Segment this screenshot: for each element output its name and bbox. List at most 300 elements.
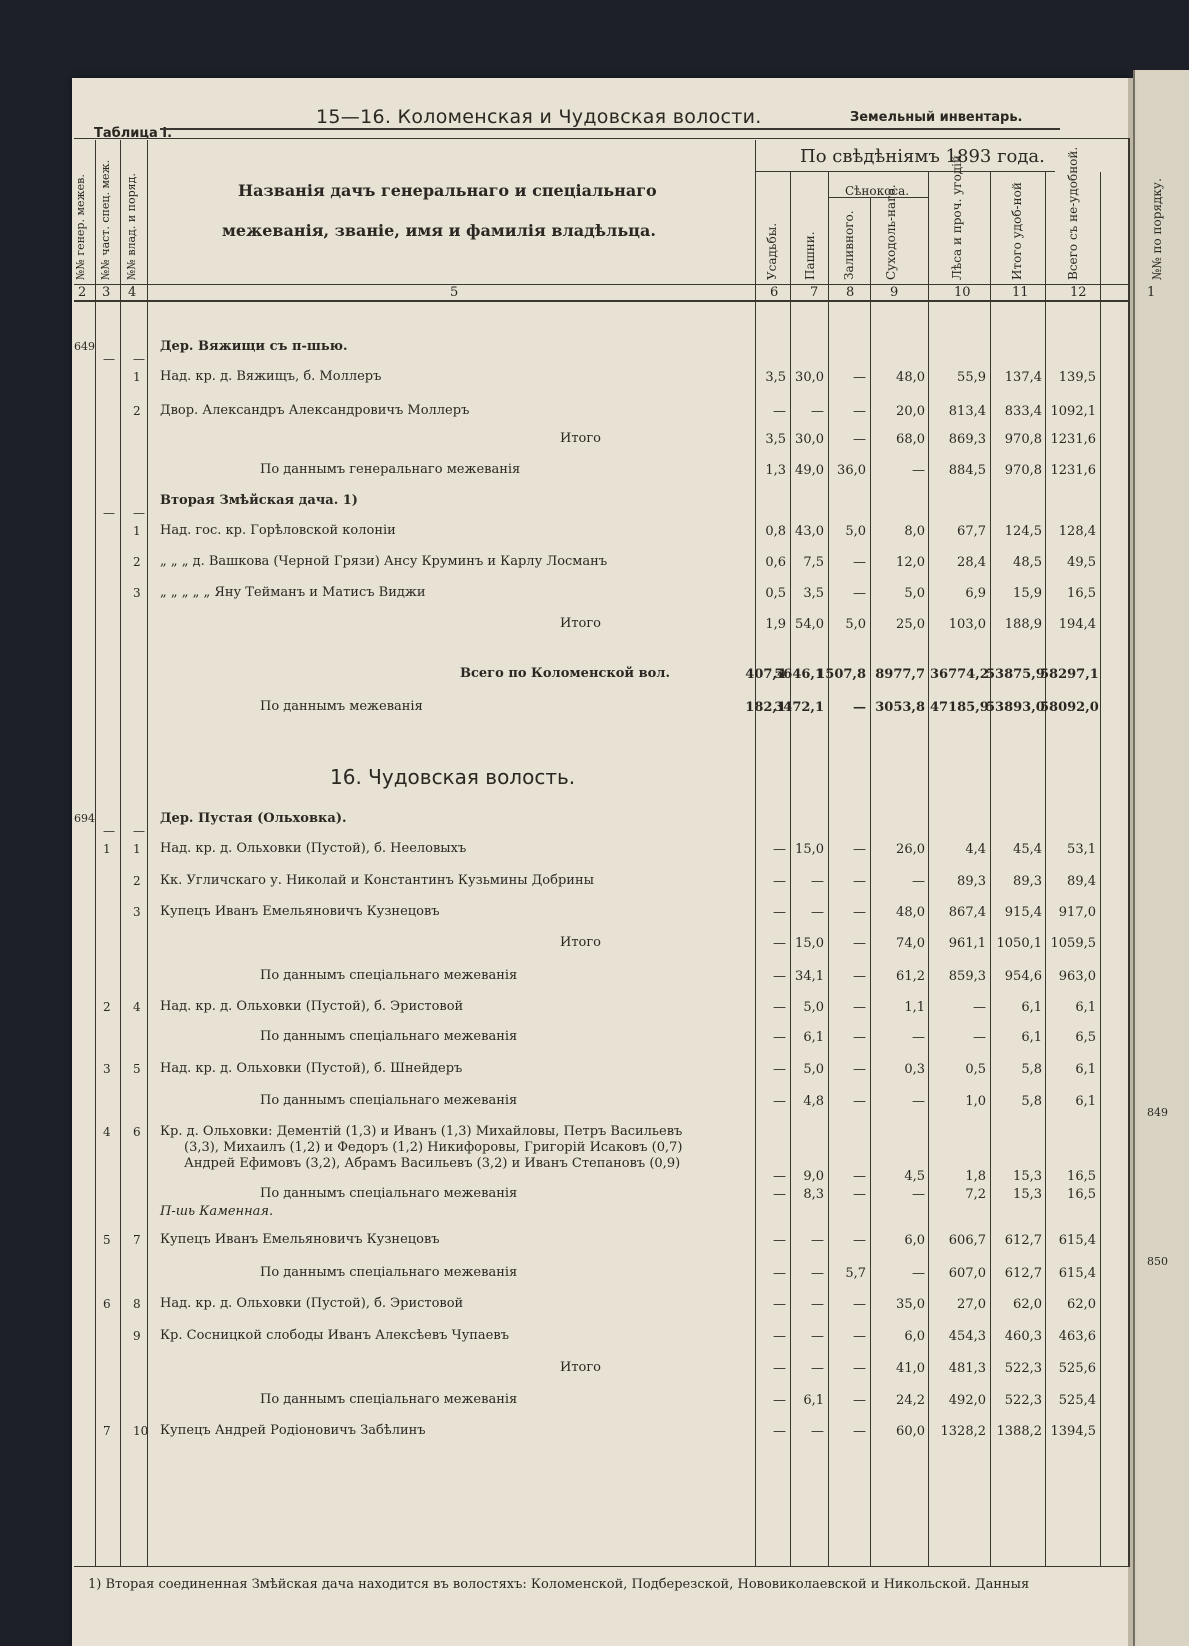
cell-value: 867,4 xyxy=(948,905,986,920)
cell-value: — xyxy=(973,1030,986,1045)
cell-value: 481,3 xyxy=(948,1361,986,1376)
row-name: Всего по Коломенской вол. xyxy=(460,666,670,681)
gen-number: 649 xyxy=(74,340,95,353)
cell-value: 48,0 xyxy=(896,905,925,920)
cell-value: 5,7 xyxy=(845,1266,866,1281)
cell-value: — xyxy=(853,1297,866,1312)
cell-value: 6,1 xyxy=(1075,1094,1096,1109)
column-number: 3 xyxy=(102,285,111,300)
col-header-names-1: Названія дачъ генеральнаго и спеціальнаго xyxy=(238,181,657,200)
cell-value: 139,5 xyxy=(1058,370,1096,385)
cell-value: 194,4 xyxy=(1058,617,1096,632)
cell-value: — xyxy=(811,1297,824,1312)
row-name: Над. гос. кр. Горѣловской колоніи xyxy=(160,523,396,538)
vlad-number: 8 xyxy=(133,1297,141,1311)
cell-value: — xyxy=(853,1062,866,1077)
row-name: Двор. Александръ Александровичъ Моллеръ xyxy=(160,403,470,418)
cell-value: 15,0 xyxy=(795,842,824,857)
gen-number: 694 xyxy=(74,812,95,825)
vlad-number: 2 xyxy=(133,404,141,418)
cell-value: — xyxy=(773,1169,786,1184)
cell-value: 12,0 xyxy=(896,555,925,570)
cell-value: 5,0 xyxy=(803,1000,824,1015)
cell-value: 53,1 xyxy=(1067,842,1096,857)
row-name: Вторая Змѣйская дача. 1) xyxy=(160,493,358,508)
cell-value: 34,1 xyxy=(795,969,824,984)
col-header-8: Заливного. xyxy=(842,210,856,280)
row-name: По даннымъ спеціальнаго межеванія xyxy=(260,1186,518,1201)
cell-value: — xyxy=(853,936,866,951)
col-header-gen: №№ генер. межев. xyxy=(74,174,87,280)
vlad-number: — xyxy=(133,506,145,520)
cell-value: — xyxy=(853,1424,866,1439)
cell-value: — xyxy=(853,700,866,715)
cell-value: 6,1 xyxy=(1075,1062,1096,1077)
column-number: 6 xyxy=(770,285,779,300)
cell-value: — xyxy=(773,874,786,889)
cell-value: 62,0 xyxy=(1013,1297,1042,1312)
cell-value: — xyxy=(773,1266,786,1281)
cell-value: 1231,6 xyxy=(1050,463,1096,478)
cell-value: — xyxy=(853,905,866,920)
cell-value: 8,3 xyxy=(803,1187,824,1202)
column-number: 2 xyxy=(78,285,87,300)
spec-number: — xyxy=(103,352,115,366)
vlad-number: 5 xyxy=(133,1062,141,1076)
row-name: По даннымъ спеціальнаго межеванія xyxy=(260,1265,518,1280)
vlad-number: 6 xyxy=(133,1125,141,1139)
cell-value: — xyxy=(912,1266,925,1281)
cell-value: 6,1 xyxy=(1075,1000,1096,1015)
spec-number: 5 xyxy=(103,1233,111,1247)
column-number: 7 xyxy=(810,285,819,300)
row-name: По даннымъ спеціальнаго межеванія xyxy=(260,1029,518,1044)
cell-value: — xyxy=(912,874,925,889)
col-header-names-2: межеванія, званіе, имя и фамилія владѣльца. xyxy=(222,221,656,240)
cell-value: 869,3 xyxy=(948,432,986,447)
cell-value: — xyxy=(973,1000,986,1015)
row-name: Купецъ Иванъ Емельяновичъ Кузнецовъ xyxy=(160,1232,440,1247)
cell-value: 41,0 xyxy=(896,1361,925,1376)
cell-value: 15,0 xyxy=(795,936,824,951)
cell-value: 0,3 xyxy=(904,1062,925,1077)
cell-value: 15,3 xyxy=(1013,1169,1042,1184)
cell-value: 89,3 xyxy=(957,874,986,889)
cell-value: 55,9 xyxy=(957,370,986,385)
cell-value: 1059,5 xyxy=(1050,936,1096,951)
cell-value: 124,5 xyxy=(1004,524,1042,539)
cell-value: — xyxy=(773,1062,786,1077)
next-page-header: №№ по порядку. xyxy=(1150,178,1164,280)
cell-value: 0,8 xyxy=(765,524,786,539)
cell-value: — xyxy=(811,404,824,419)
row-name: Над. кр. д. Ольховки (Пустой), б. Нееловыхъ xyxy=(160,841,467,856)
cell-value: — xyxy=(773,842,786,857)
cell-value: 27,0 xyxy=(957,1297,986,1312)
cell-value: 4,8 xyxy=(803,1094,824,1109)
col-line-3 xyxy=(147,140,148,1566)
cell-value: — xyxy=(773,1361,786,1376)
spec-number: — xyxy=(103,824,115,838)
row-name: „ „ „ д. Вашкова (Черной Грязи) Ансу Круминъ и Карлу Лосманъ xyxy=(160,554,608,569)
cell-value: 25,0 xyxy=(896,617,925,632)
col-header-7: Пашни. xyxy=(803,231,817,280)
column-number: 9 xyxy=(890,285,899,300)
cell-value: 463,6 xyxy=(1058,1329,1096,1344)
right-margin-850: 850 xyxy=(1147,1255,1168,1268)
vlad-number: 2 xyxy=(133,874,141,888)
cell-value: 407,4 xyxy=(745,667,786,682)
cell-value: — xyxy=(853,432,866,447)
cell-value: — xyxy=(811,1233,824,1248)
spec-number: 3 xyxy=(103,1062,111,1076)
row-name: Итого xyxy=(560,431,601,446)
vlad-number: 2 xyxy=(133,555,141,569)
cell-value: 24,2 xyxy=(896,1393,925,1408)
col-header-6: Усадьбы. xyxy=(765,222,779,280)
column-number: 5 xyxy=(450,285,459,300)
footnote: 1) Вторая соединенная Змѣйская дача находится въ волостяхъ: Коломенской, Подберезской, Нововиколаевской и Никольской. Данныя xyxy=(88,1577,1030,1592)
right-margin-849: 849 xyxy=(1147,1106,1168,1119)
row-name: Над. кр. д. Ольховки (Пустой), б. Шнейдеръ xyxy=(160,1061,463,1076)
cell-value: — xyxy=(811,1329,824,1344)
cell-value: 28,4 xyxy=(957,555,986,570)
cell-value: 615,4 xyxy=(1058,1233,1096,1248)
vlad-number: 1 xyxy=(133,370,141,384)
cell-value: 5,0 xyxy=(904,586,925,601)
col-header-spec: №№ част. спец. меж. xyxy=(99,159,112,280)
cell-value: 1388,2 xyxy=(996,1424,1042,1439)
cell-value: 54,0 xyxy=(795,617,824,632)
row-name: Итого xyxy=(560,616,601,631)
cell-value: 460,3 xyxy=(1004,1329,1042,1344)
cell-value: — xyxy=(773,1233,786,1248)
cell-value: 7,5 xyxy=(803,555,824,570)
section-heading: 16. Чудовская волость. xyxy=(330,765,576,789)
cell-value: 1,9 xyxy=(765,617,786,632)
cell-value: 1507,8 xyxy=(816,667,866,682)
cell-value: — xyxy=(773,404,786,419)
spec-number: — xyxy=(103,506,115,520)
column-numbers-top xyxy=(74,284,1130,285)
cell-value: 607,0 xyxy=(948,1266,986,1281)
footnote-rule xyxy=(74,1566,1130,1567)
cell-value: — xyxy=(773,969,786,984)
column-number: 10 xyxy=(954,285,971,300)
row-name: Кк. Угличскаго у. Николай и Константинъ Кузьмины Добрины xyxy=(160,873,594,888)
cell-value: 1050,1 xyxy=(996,936,1042,951)
vlad-number: — xyxy=(133,824,145,838)
cell-value: 963,0 xyxy=(1058,969,1096,984)
cell-value: — xyxy=(773,936,786,951)
cell-value: 35,0 xyxy=(896,1297,925,1312)
vlad-number: 9 xyxy=(133,1329,141,1343)
cell-value: 128,4 xyxy=(1058,524,1096,539)
cell-value: 15,3 xyxy=(1013,1187,1042,1202)
cell-value: 606,7 xyxy=(948,1233,986,1248)
cell-value: 53875,9 xyxy=(986,667,1045,682)
cell-value: — xyxy=(773,1393,786,1408)
cell-value: 15,9 xyxy=(1013,586,1042,601)
cell-value: — xyxy=(853,586,866,601)
cell-value: 1,0 xyxy=(965,1094,986,1109)
cell-value: 3,5 xyxy=(803,586,824,601)
row-name: Кр. д. Ольховки: Дементій (1,3) и Иванъ (1,3) Михайловы, Петръ Васильевъ xyxy=(160,1124,683,1139)
col-header-11: Итого удоб-ной xyxy=(1010,182,1024,280)
cell-value: 8977,7 xyxy=(875,667,925,682)
cell-value: — xyxy=(912,1030,925,1045)
cell-value: — xyxy=(912,463,925,478)
cell-value: 6,1 xyxy=(1021,1030,1042,1045)
cell-value: 6,5 xyxy=(1075,1030,1096,1045)
page-title: 15—16. Коломенская и Чудовская волости. xyxy=(316,106,762,128)
column-number: 11 xyxy=(1012,285,1029,300)
cell-value: — xyxy=(853,370,866,385)
cell-value: — xyxy=(811,905,824,920)
col-header-9: Суходоль-наго. xyxy=(884,184,898,280)
cell-value: — xyxy=(853,1000,866,1015)
cell-value: 58092,0 xyxy=(1040,700,1099,715)
row-name: Над. кр. д. Ольховки (Пустой), б. Эристовой xyxy=(160,1296,464,1311)
cell-value: — xyxy=(853,874,866,889)
cell-value: — xyxy=(773,1000,786,1015)
cell-value: 1328,2 xyxy=(940,1424,986,1439)
cell-value: 813,4 xyxy=(948,404,986,419)
cell-value: — xyxy=(853,1329,866,1344)
cell-value: 5,0 xyxy=(803,1062,824,1077)
col-header-10: Лѣса и проч. угодій. xyxy=(950,151,964,280)
cell-value: 49,0 xyxy=(795,463,824,478)
cell-value: 492,0 xyxy=(948,1393,986,1408)
adjacent-page xyxy=(1133,70,1189,1646)
cell-value: 5,0 xyxy=(845,617,866,632)
section-label: Земельный инвентарь. xyxy=(850,110,1023,125)
row-name: По даннымъ спеціальнаго межеванія xyxy=(260,968,518,983)
cell-value: 5646,1 xyxy=(774,667,824,682)
cell-value: — xyxy=(853,1393,866,1408)
cell-value: 4,5 xyxy=(904,1169,925,1184)
spec-number: 1 xyxy=(103,842,111,856)
cell-value: 3,5 xyxy=(765,432,786,447)
cell-value: — xyxy=(773,1424,786,1439)
spec-number: 4 xyxy=(103,1125,111,1139)
cell-value: 612,7 xyxy=(1004,1266,1042,1281)
cell-value: 615,4 xyxy=(1058,1266,1096,1281)
cell-value: 16,5 xyxy=(1067,586,1096,601)
cell-value: 3,5 xyxy=(765,370,786,385)
cell-value: 26,0 xyxy=(896,842,925,857)
cell-value: 1092,1 xyxy=(1050,404,1096,419)
cell-value: — xyxy=(773,1297,786,1312)
cell-value: 6,1 xyxy=(1021,1000,1042,1015)
page-right-rule xyxy=(1128,138,1130,1566)
row-name: По даннымъ межеванія xyxy=(260,699,423,714)
cell-value: 884,5 xyxy=(948,463,986,478)
row-name: Над. кр. д. Ольховки (Пустой), б. Эристовой xyxy=(160,999,464,1014)
column-number: 4 xyxy=(128,285,137,300)
cell-value: 970,8 xyxy=(1004,463,1042,478)
row-name: „ „ „ „ „ Яну Тейманъ и Матисъ Виджи xyxy=(160,585,426,600)
hay-header: Сѣнокоса. xyxy=(845,184,910,198)
vlad-number: — xyxy=(133,352,145,366)
cell-value: 1231,6 xyxy=(1050,432,1096,447)
cell-value: 48,5 xyxy=(1013,555,1042,570)
cell-value: 7,2 xyxy=(965,1187,986,1202)
cell-value: 612,7 xyxy=(1004,1233,1042,1248)
cell-value: — xyxy=(811,1424,824,1439)
cell-value: 20,0 xyxy=(896,404,925,419)
cell-value: — xyxy=(912,1187,925,1202)
row-name: По даннымъ спеціальнаго межеванія xyxy=(260,1093,518,1108)
cell-value: 36,0 xyxy=(837,463,866,478)
cell-value: 58297,1 xyxy=(1040,667,1099,682)
row-name-cont: Андрей Ефимовъ (3,2), Абрамъ Васильевъ (3,2) и Иванъ Степановъ (0,9) xyxy=(184,1156,681,1171)
row-name: Итого xyxy=(560,935,601,950)
col-header-12: Всего съ не-удобной. xyxy=(1066,146,1080,280)
row-name: Дер. Пустая (Ольховка). xyxy=(160,811,347,826)
cell-value: 182,1 xyxy=(745,700,786,715)
cell-value: 0,6 xyxy=(765,555,786,570)
cell-value: 53893,0 xyxy=(986,700,1045,715)
vlad-number: 1 xyxy=(133,842,141,856)
cell-value: — xyxy=(912,1094,925,1109)
document-page xyxy=(72,78,1130,1646)
cell-value: 0,5 xyxy=(765,586,786,601)
cell-value: 454,3 xyxy=(948,1329,986,1344)
cell-value: — xyxy=(773,1030,786,1045)
cell-value: 74,0 xyxy=(896,936,925,951)
cell-value: 6,9 xyxy=(965,586,986,601)
cell-value: 859,3 xyxy=(948,969,986,984)
cell-value: 1394,5 xyxy=(1050,1424,1096,1439)
cell-value: 961,1 xyxy=(948,936,986,951)
row-name: Дер. Вяжищи съ п-шью. xyxy=(160,339,348,354)
cell-value: — xyxy=(811,1361,824,1376)
cell-value: 30,0 xyxy=(795,370,824,385)
row-name: П-шь Каменная. xyxy=(160,1204,274,1219)
header-rule xyxy=(160,128,1060,130)
cell-value: 915,4 xyxy=(1004,905,1042,920)
cell-value: 62,0 xyxy=(1067,1297,1096,1312)
cell-value: 6,0 xyxy=(904,1233,925,1248)
cell-value: 16,5 xyxy=(1067,1169,1096,1184)
cell-value: 45,4 xyxy=(1013,842,1042,857)
cell-value: 49,5 xyxy=(1067,555,1096,570)
cell-value: 0,5 xyxy=(965,1062,986,1077)
cell-value: — xyxy=(853,1169,866,1184)
col-line-1 xyxy=(95,140,96,1566)
cell-value: — xyxy=(773,1187,786,1202)
row-name-cont: (3,3), Михаилъ (1,2) и Федоръ (1,2) Никифоровы, Григорій Исаковъ (0,7) xyxy=(184,1140,683,1155)
cell-value: 89,4 xyxy=(1067,874,1096,889)
row-name: Купецъ Иванъ Емельяновичъ Кузнецовъ xyxy=(160,904,440,919)
row-name: По даннымъ спеціальнаго межеванія xyxy=(260,1392,518,1407)
next-column-number: 1 xyxy=(1147,285,1156,300)
cell-value: 61,2 xyxy=(896,969,925,984)
cell-value: 1,3 xyxy=(765,463,786,478)
cell-value: 47185,9 xyxy=(930,700,989,715)
col-line-8 xyxy=(928,172,929,1566)
cell-value: — xyxy=(853,842,866,857)
vlad-number: 10 xyxy=(133,1424,149,1438)
cell-value: 1,8 xyxy=(965,1169,986,1184)
cell-value: 4,4 xyxy=(965,842,986,857)
cell-value: 970,8 xyxy=(1004,432,1042,447)
cell-value: 89,3 xyxy=(1013,874,1042,889)
cell-value: — xyxy=(853,969,866,984)
cell-value: 137,4 xyxy=(1004,370,1042,385)
cell-value: 67,7 xyxy=(957,524,986,539)
year-header: По свѣдѣніямъ 1893 года. xyxy=(800,146,1045,167)
cell-value: 16,5 xyxy=(1067,1187,1096,1202)
cell-value: 5,0 xyxy=(845,524,866,539)
vlad-number: 3 xyxy=(133,905,141,919)
cell-value: — xyxy=(853,555,866,570)
cell-value: 188,9 xyxy=(1004,617,1042,632)
cell-value: 6,1 xyxy=(803,1030,824,1045)
cell-value: — xyxy=(811,1266,824,1281)
cell-value: 5,8 xyxy=(1021,1062,1042,1077)
vlad-number: 3 xyxy=(133,586,141,600)
cell-value: 9,0 xyxy=(803,1169,824,1184)
spec-number: 6 xyxy=(103,1297,111,1311)
cell-value: 48,0 xyxy=(896,370,925,385)
cell-value: — xyxy=(773,1329,786,1344)
cell-value: 60,0 xyxy=(896,1424,925,1439)
cell-value: 522,3 xyxy=(1004,1361,1042,1376)
cell-value: — xyxy=(773,905,786,920)
vlad-number: 1 xyxy=(133,524,141,538)
cell-value: — xyxy=(853,1361,866,1376)
cell-value: 8,0 xyxy=(904,524,925,539)
row-name: По даннымъ генеральнаго межеванія xyxy=(260,462,521,477)
row-name: Над. кр. д. Вяжищъ, б. Моллеръ xyxy=(160,369,382,384)
cell-value: 525,4 xyxy=(1058,1393,1096,1408)
cell-value: 43,0 xyxy=(795,524,824,539)
cell-value: 833,4 xyxy=(1004,404,1042,419)
cell-value: 6,0 xyxy=(904,1329,925,1344)
row-name: Итого xyxy=(560,1360,601,1375)
cell-value: 6,1 xyxy=(803,1393,824,1408)
cell-value: 30,0 xyxy=(795,432,824,447)
cell-value: 5,8 xyxy=(1021,1094,1042,1109)
col-line-2 xyxy=(120,140,121,1566)
row-name: Кр. Сосницкой слободы Иванъ Алексѣевъ Чупаевъ xyxy=(160,1328,509,1343)
cell-value: — xyxy=(853,1094,866,1109)
cell-value: — xyxy=(773,1094,786,1109)
spec-number: 2 xyxy=(103,1000,111,1014)
cell-value: — xyxy=(853,404,866,419)
cell-value: 3053,8 xyxy=(875,700,925,715)
spec-number: 7 xyxy=(103,1424,111,1438)
column-numbers-bottom xyxy=(74,300,1130,302)
col-header-vlad: №№ влад. и поряд. xyxy=(125,173,138,280)
cell-value: 525,6 xyxy=(1058,1361,1096,1376)
year-header-rule xyxy=(755,171,1055,172)
cell-value: — xyxy=(811,874,824,889)
cell-value: — xyxy=(853,1030,866,1045)
vlad-number: 7 xyxy=(133,1233,141,1247)
cell-value: 36774,2 xyxy=(930,667,989,682)
row-name: Купецъ Андрей Родіоновичъ Забѣлинъ xyxy=(160,1423,426,1438)
cell-value: — xyxy=(853,1187,866,1202)
table-label: Таблица I. xyxy=(94,126,173,141)
cell-value: 103,0 xyxy=(948,617,986,632)
cell-value: 954,6 xyxy=(1004,969,1042,984)
vlad-number: 4 xyxy=(133,1000,141,1014)
table-top-line xyxy=(74,138,1130,139)
cell-value: 522,3 xyxy=(1004,1393,1042,1408)
